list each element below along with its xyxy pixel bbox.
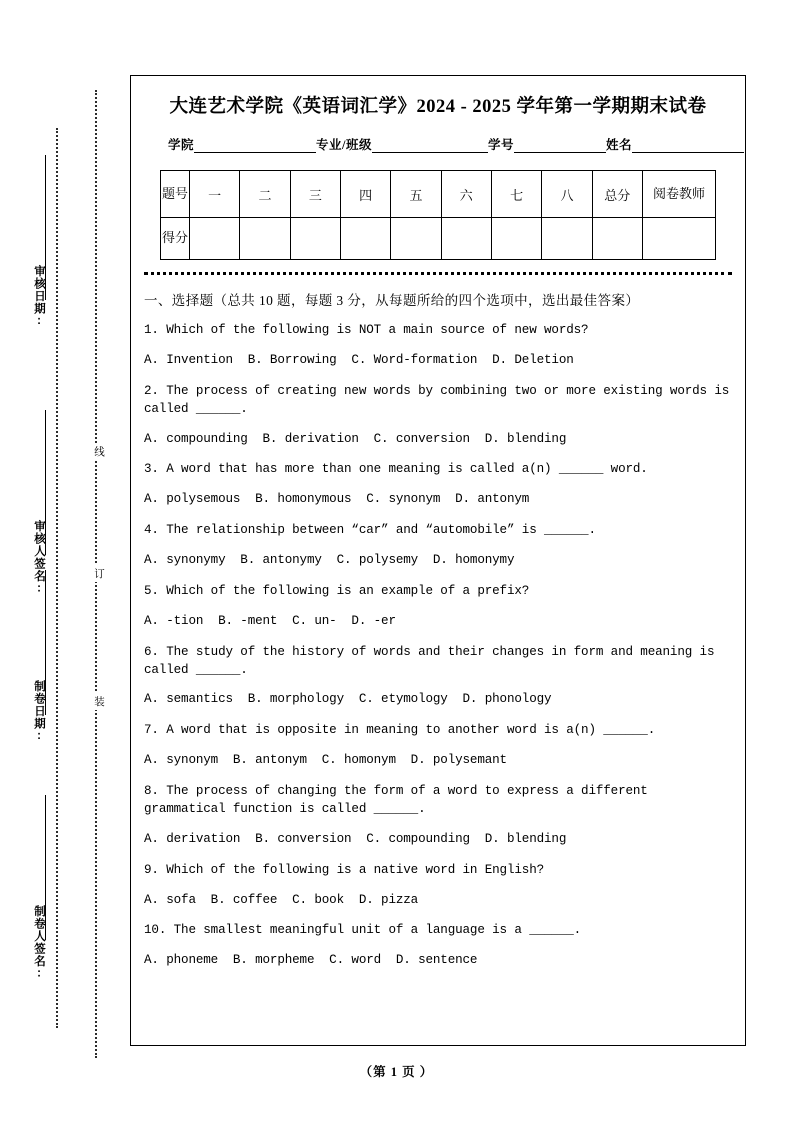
question-options-7[interactable]: A. synonym B. antonym C. homonym D. polysemant	[144, 753, 507, 768]
question-stem-3: 3. A word that has more than one meaning is called a(n) ______ word.	[144, 462, 648, 477]
score-table-cell-9[interactable]	[592, 218, 642, 260]
score-table-cell-6[interactable]	[441, 218, 491, 260]
student-info-line	[168, 135, 712, 153]
score-table-cell-8[interactable]	[542, 218, 592, 260]
seam-label-线: 线	[88, 443, 104, 460]
question-stem-4: 4. The relationship between “car” and “automobile” is ______.	[144, 523, 596, 538]
score-table-col-header-9: 总分	[592, 171, 642, 218]
info-field-student-id	[488, 135, 606, 153]
info-label-student-id: 学号	[488, 138, 515, 152]
info-label-college: 学院	[168, 138, 195, 152]
question-stem-5: 5. Which of the following is an example of a prefix?	[144, 583, 530, 598]
info-field-college	[168, 135, 316, 153]
score-table-score-row	[161, 218, 716, 260]
question-stem-1: 1. Which of the following is NOT a main source of new words?	[144, 323, 589, 337]
question-list	[144, 322, 737, 970]
question-options-9[interactable]: A. sofa B. coffee C. book D. pizza	[144, 892, 419, 907]
score-table-col-header-8: 八	[542, 171, 592, 218]
binding-margin	[0, 0, 125, 1122]
score-table-row-header-number: 题号	[161, 171, 190, 218]
info-field-name	[606, 135, 744, 153]
question-options-2[interactable]: A. compounding B. derivation C. conversion D. blending	[144, 431, 567, 446]
info-label-name: 姓名	[606, 138, 633, 152]
question-stem-2: 2. The process of creating new words by combining two or more existing words is called ______.	[144, 383, 737, 416]
score-table-row-header-score: 得分	[161, 218, 190, 260]
score-table	[160, 170, 716, 260]
score-table-col-header-7: 七	[491, 171, 541, 218]
score-table-col-header-4: 四	[340, 171, 390, 218]
question-options-4[interactable]: A. synonymy B. antonymy C. polysemy D. homonymy	[144, 553, 515, 567]
major-input-blank[interactable]	[372, 139, 488, 153]
score-table-cell-10[interactable]	[643, 218, 716, 260]
question-options-10[interactable]: A. phoneme B. morpheme C. word D. sentence	[144, 953, 478, 968]
question-options-6[interactable]: A. semantics B. morphology C. etymology D. phonology	[144, 692, 552, 707]
question-options-5[interactable]: A. -tion B. -ment C. un- D. -er	[144, 613, 396, 628]
margin-label-1: 审核日期:	[33, 265, 45, 328]
question-stem-7: 7. A word that is opposite in meaning to another word is a(n) ______.	[144, 723, 656, 738]
binding-rule-3	[45, 570, 46, 715]
page-title: 大连艺术学院《英语词汇学》2024 - 2025 学年第一学期期末试卷	[169, 97, 707, 117]
score-table-cell-2[interactable]	[240, 218, 290, 260]
question-options-3[interactable]: A. polysemous B. homonymous C. synonym D. antonym	[144, 492, 530, 507]
question-stem-8: 8. The process of changing the form of a word to express a different grammatical function is called ______.	[144, 784, 656, 816]
question-stem-10: 10. The smallest meaningful unit of a language is a ______.	[144, 923, 582, 938]
binding-dotted-line-outer	[56, 128, 58, 1028]
score-table-header-row	[161, 171, 716, 218]
score-table-cell-5[interactable]	[391, 218, 441, 260]
binding-rule-1	[45, 155, 46, 300]
student-id-input-blank[interactable]	[514, 139, 606, 153]
info-label-major: 专业/班级	[316, 138, 372, 152]
score-table-col-header-3: 三	[290, 171, 340, 218]
page-footer: （第 1 页 ）	[359, 1065, 434, 1079]
binding-rule-2	[45, 410, 46, 555]
question-stem-9: 9. Which of the following is a native word in English?	[144, 862, 545, 877]
margin-label-3: 制卷日期:	[33, 680, 45, 743]
margin-label-4: 制卷人签名:	[33, 905, 45, 981]
section-heading-1: 一、选择题（总共 10 题，每题 3 分，从每题所给的四个选项中，选出最佳答案）	[144, 293, 640, 308]
score-table-cell-1[interactable]	[190, 218, 240, 260]
score-table-cell-7[interactable]	[491, 218, 541, 260]
score-table-col-header-1: 一	[190, 171, 240, 218]
college-input-blank[interactable]	[194, 139, 316, 153]
binding-rule-4	[45, 795, 46, 940]
dotted-separator	[144, 272, 732, 275]
question-stem-6: 6. The study of the history of words and their changes in form and meaning is called ______.	[144, 644, 722, 677]
score-table-col-header-6: 六	[441, 171, 491, 218]
seam-label-订: 订	[88, 565, 104, 582]
exam-paper-body	[130, 75, 746, 1046]
question-options-8[interactable]: A. derivation B. conversion C. compounding D. blending	[144, 831, 567, 846]
margin-label-2: 审核人签名:	[33, 520, 45, 596]
seam-label-装: 装	[88, 693, 104, 710]
score-table-col-header-teacher: 阅卷教师	[643, 171, 716, 218]
info-field-major	[316, 135, 488, 153]
score-table-cell-3[interactable]	[290, 218, 340, 260]
question-options-1[interactable]: A. Invention B. Borrowing C. Word-formation D. Deletion	[144, 352, 574, 367]
score-table-col-header-2: 二	[240, 171, 290, 218]
name-input-blank[interactable]	[632, 139, 744, 153]
score-table-cell-4[interactable]	[340, 218, 390, 260]
score-table-col-header-5: 五	[391, 171, 441, 218]
